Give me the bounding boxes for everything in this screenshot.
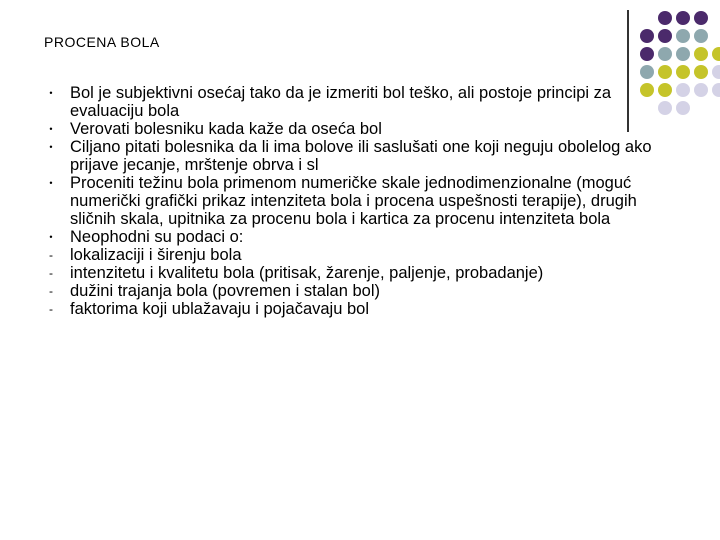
decorative-dot (640, 65, 654, 79)
decorative-dot (712, 47, 720, 61)
decorative-dot (658, 65, 672, 79)
dash-marker: - (49, 302, 53, 316)
list-item-text: Ciljano pitati bolesnika da li ima bolove ili saslušati one koji neguju obolelog ako prijave jecanje, mrštenje obrva i sl (70, 138, 652, 174)
decorative-dot (676, 83, 690, 97)
bullet-list (44, 84, 674, 318)
decorative-dot (694, 83, 708, 97)
list-item (44, 138, 674, 174)
decorative-dot (712, 83, 720, 97)
decorative-dot (694, 47, 708, 61)
decorative-dot (658, 47, 672, 61)
decorative-dot (640, 29, 654, 43)
list-item (44, 246, 674, 264)
decorative-dot (712, 65, 720, 79)
list-item (44, 264, 674, 282)
bullet-marker: • (49, 88, 53, 98)
list-item-text: lokalizaciji i širenju bola (70, 246, 242, 264)
list-item (44, 120, 674, 138)
list-item (44, 228, 674, 246)
list-item-text: Verovati bolesniku kada kaže da oseća bol (70, 120, 382, 138)
bullet-marker: • (49, 124, 53, 134)
dash-marker: - (49, 248, 53, 262)
list-item (44, 282, 674, 300)
decorative-dot (676, 11, 690, 25)
list-item (44, 300, 674, 318)
list-item-text: Neophodni su podaci o: (70, 228, 244, 246)
list-item-text: dužini trajanja bola (povremen i stalan bol) (70, 282, 381, 300)
decorative-dot (640, 47, 654, 61)
decorative-dot (694, 29, 708, 43)
decorative-dot (658, 11, 672, 25)
bullet-marker: • (49, 142, 53, 152)
decorative-dot (694, 11, 708, 25)
dash-marker: - (49, 284, 53, 298)
decorative-dot (694, 65, 708, 79)
list-item-text: faktorima koji ublažavaju i pojačavaju bol (70, 300, 369, 318)
decorative-dot (676, 29, 690, 43)
bullet-marker: • (49, 178, 53, 188)
list-item-text: Proceniti težinu bola primenom numeričke skale jednodimenzionalne (moguć numerički grafički prikaz intenziteta bola i procena uspešnosti terapije), drugih sličnih skala, upitnika za procenu bola i kartica za procenu intenziteta bola (70, 174, 637, 228)
list-item-text: intenzitetu i kvalitetu bola (pritisak, žarenje, paljenje, probadanje) (70, 264, 544, 282)
decorative-dot (676, 101, 690, 115)
bullet-marker: • (49, 232, 53, 242)
slide-title: PROCENA BOLA (44, 34, 160, 50)
list-item-text: Bol je subjektivni osećaj tako da je izmeriti bol teško, ali postoje principi za evaluaciju bola (70, 84, 612, 120)
decorative-dot (658, 29, 672, 43)
list-item (44, 84, 674, 120)
decorative-dot (676, 65, 690, 79)
list-item (44, 174, 674, 228)
dash-marker: - (49, 266, 53, 280)
decorative-dot (676, 47, 690, 61)
